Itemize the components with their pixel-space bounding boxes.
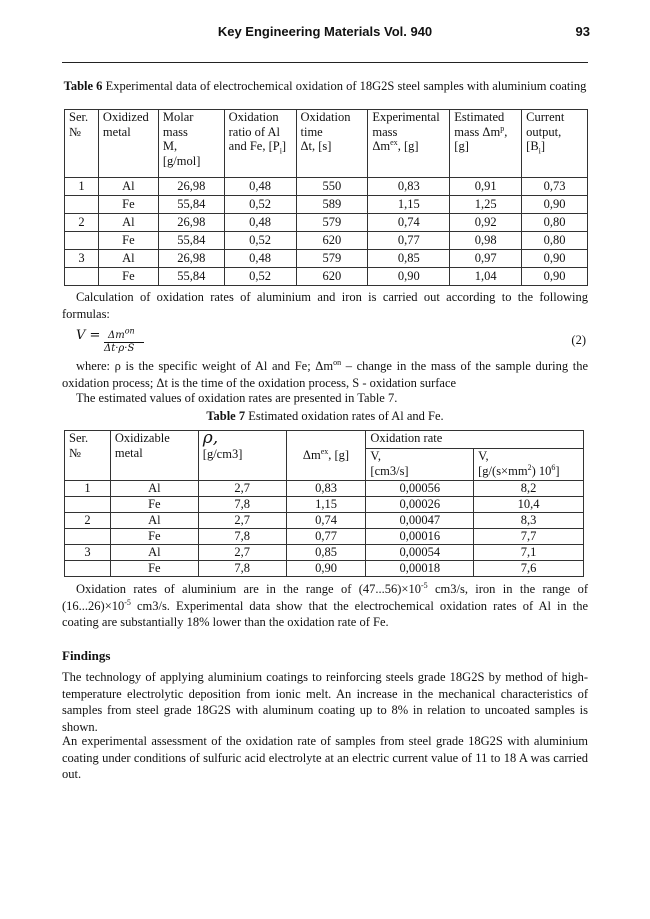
table6-cell: 579 [296, 250, 368, 268]
table6-cell: Al [98, 214, 158, 232]
table6-cell: 3 [65, 250, 99, 268]
table7 [64, 430, 584, 577]
table6-caption-text: Experimental data of electrochemical oxidation of 18G2S steel samples with aluminium coating [105, 79, 587, 93]
table6-cell: 26,98 [158, 250, 224, 268]
table7-cell: 1 [65, 481, 111, 497]
table7-cell: 0,83 [286, 481, 366, 497]
table7-cell: 0,74 [286, 513, 366, 529]
table6-cell: 0,77 [368, 232, 450, 250]
table6-cell: 0,98 [450, 232, 522, 250]
table7-cell: 0,00056 [366, 481, 474, 497]
table6 [64, 109, 588, 286]
table7-header-v1: V, [cm3/s] [366, 449, 474, 481]
table7-caption [62, 409, 588, 424]
table7-row [65, 481, 584, 497]
table6-cell: 26,98 [158, 178, 224, 196]
table7-cell: 0,85 [286, 545, 366, 561]
table6-cell: 0,52 [224, 268, 296, 286]
table6-row [65, 268, 588, 286]
table6-header-current: Current output, $[B_i]$ [522, 110, 588, 178]
table7-header-rho: ρ, [g/cm3] [198, 431, 286, 481]
table7-caption-text: Estimated oxidation rates of Al and Fe. [248, 409, 444, 423]
table7-cell: 7,1 [474, 545, 584, 561]
table6-cell: 0,83 [368, 178, 450, 196]
table6-cell: 0,74 [368, 214, 450, 232]
table6-cell: 55,84 [158, 196, 224, 214]
formula-numerator: $\Delta m^{on}$ [108, 326, 135, 341]
table7-cell: 0,00026 [366, 497, 474, 513]
table7-cell: Fe [110, 561, 198, 577]
running-header [0, 24, 650, 42]
table6-cell: 0,48 [224, 250, 296, 268]
table6-row [65, 250, 588, 268]
table7-row [65, 545, 584, 561]
table7-cell: Al [110, 481, 198, 497]
table7-cell: 0,00018 [366, 561, 474, 577]
table6-caption-label: Table 6 [63, 79, 103, 93]
table7-cell: 2,7 [198, 545, 286, 561]
table6-cell: 579 [296, 214, 368, 232]
table6-cell: 0,92 [450, 214, 522, 232]
table6-row [65, 214, 588, 232]
table7-cell: 7,6 [474, 561, 584, 577]
findings-heading: Findings [62, 648, 111, 663]
table7-header-ser: Ser. № [65, 431, 111, 481]
table7-cell [65, 497, 111, 513]
table6-cell: 55,84 [158, 232, 224, 250]
table6-header-estmass: Estimated mass $\Delta m^p$, [g] [450, 110, 522, 178]
table6-cell: Fe [98, 232, 158, 250]
table7-cell: 8,2 [474, 481, 584, 497]
table6-cell: 620 [296, 268, 368, 286]
table7-cell: 1,15 [286, 497, 366, 513]
table7-row [65, 529, 584, 545]
table7-cell: 2,7 [198, 481, 286, 497]
table6-cell: 0,52 [224, 232, 296, 250]
findings-paragraph-1: The technology of applying aluminium coatings to reinforcing steels grade 18G2S by method of high-temperature electrolytic deposition from ionic melt. An increase in the mechanical characteristics of samples from steel grade 18G2S with aluminum coating up to 8% in relation to uncoated samples is shown. [62, 670, 588, 734]
table7-cell: 7,8 [198, 529, 286, 545]
table7-cell: 8,3 [474, 513, 584, 529]
table6-cell: 0,97 [450, 250, 522, 268]
table6-cell: Fe [98, 196, 158, 214]
table6-cell: Al [98, 178, 158, 196]
formula-2 [62, 320, 588, 358]
table6-cell: Al [98, 250, 158, 268]
table6-cell [65, 268, 99, 286]
table6-cell: 0,90 [522, 268, 588, 286]
table7-header-dm: $\Delta m^{ex}$, [g] [286, 431, 366, 481]
table7-cell: 7,8 [198, 497, 286, 513]
table7-cell: Al [110, 545, 198, 561]
table7-caption-label: Table 7 [206, 409, 246, 423]
table6-header-ratio: Oxidation ratio of Al and Fe, $[P_i]$ [224, 110, 296, 178]
table7-header-metal: Oxidizable metal [110, 431, 198, 481]
table6-cell: 0,48 [224, 178, 296, 196]
table7-row [65, 497, 584, 513]
table7-cell: Fe [110, 497, 198, 513]
formula-lhs: V = [76, 328, 101, 343]
formula-number: (2) [571, 333, 586, 347]
table6-header-ser: Ser. № [65, 110, 99, 178]
table6-cell: 0,91 [450, 178, 522, 196]
table7-cell: Fe [110, 529, 198, 545]
table6-cell: 1,04 [450, 268, 522, 286]
table7-cell: 7,8 [198, 561, 286, 577]
table7-cell [65, 561, 111, 577]
table7-cell: 0,00054 [366, 545, 474, 561]
table6-cell: 0,48 [224, 214, 296, 232]
table6-cell [65, 232, 99, 250]
table7-cell: 2 [65, 513, 111, 529]
calc-paragraph: Calculation of oxidation rates of aluminium and iron is carried out according to the following formulas: [62, 290, 588, 321]
table7-cell: 10,4 [474, 497, 584, 513]
table6-cell: 0,80 [522, 232, 588, 250]
table7-cell: 7,7 [474, 529, 584, 545]
table6-cell: 1 [65, 178, 99, 196]
table6-caption [62, 79, 588, 94]
table6-cell: 55,84 [158, 268, 224, 286]
table6-cell: 0,90 [368, 268, 450, 286]
table6-header-time: Oxidation time Δt, [s] [296, 110, 368, 178]
table6-row [65, 178, 588, 196]
table7-cell: 3 [65, 545, 111, 561]
table7-row [65, 513, 584, 529]
table7-row [65, 561, 584, 577]
table6-cell: 620 [296, 232, 368, 250]
findings-paragraph-2: An experimental assessment of the oxidation rate of samples from steel grade 18G2S with aluminium coating under conditions of sulfuric acid electrolyte at an electric current value of 11 to 18 A was carried out. [62, 734, 588, 781]
table6-cell: 2 [65, 214, 99, 232]
formula-denominator: Δt·ρ·S [104, 343, 135, 354]
table6-cell: 0,90 [522, 196, 588, 214]
table6-cell [65, 196, 99, 214]
table6-header-expmass: Experimental mass $\Delta m^{ex}$, [g] [368, 110, 450, 178]
table7-cell: 2,7 [198, 513, 286, 529]
table6-cell: 0,73 [522, 178, 588, 196]
page-number: 93 [575, 24, 590, 39]
header-rule [62, 62, 588, 63]
table6-row [65, 232, 588, 250]
table6-cell: 1,25 [450, 196, 522, 214]
table7-cell: 0,00047 [366, 513, 474, 529]
table6-header-row [65, 110, 588, 178]
table6-cell: 589 [296, 196, 368, 214]
table7-header-v2: V, [$g/(s\times mm^2)$ $10^6$] [474, 449, 584, 481]
table6-header-molar: Molar mass M, [g/mol] [158, 110, 224, 178]
table7-header-row1 [65, 431, 584, 449]
table6-cell: 0,85 [368, 250, 450, 268]
table6-cell: 1,15 [368, 196, 450, 214]
table6-cell: 550 [296, 178, 368, 196]
table7-intro: The estimated values of oxidation rates are presented in Table 7. [76, 391, 398, 405]
table7-cell: 0,00016 [366, 529, 474, 545]
table7-header-rate: Oxidation rate [366, 431, 584, 449]
table6-cell: Fe [98, 268, 158, 286]
rates-paragraph: Oxidation rates of aluminium are in the range of $(47...56)\times 10^{-5}$ cm3/s, iron in the range of $(16...26)\times 10^{-5}$ cm3/s. Experimental data show that the electrochemical oxidation rates of Al in the coating are substantially 18% lower than the oxidation rate of Fe. [62, 580, 588, 629]
table6-row [65, 196, 588, 214]
table6-header-metal: Oxidized metal [98, 110, 158, 178]
table6-cell: 26,98 [158, 214, 224, 232]
table6-cell: 0,90 [522, 250, 588, 268]
table6-cell: 0,80 [522, 214, 588, 232]
where-paragraph: where: ρ is the specific weight of Al and Fe; $\Delta m^{on}$ – change in the mass of the sample during the oxidation process; Δt is the time of the oxidation process, S - oxidation surface [62, 357, 589, 390]
table7-cell: 0,90 [286, 561, 366, 577]
table7-cell: Al [110, 513, 198, 529]
table7-cell: 0,77 [286, 529, 366, 545]
journal-title: Key Engineering Materials Vol. 940 [217, 24, 433, 39]
table6-cell: 0,52 [224, 196, 296, 214]
table7-cell [65, 529, 111, 545]
